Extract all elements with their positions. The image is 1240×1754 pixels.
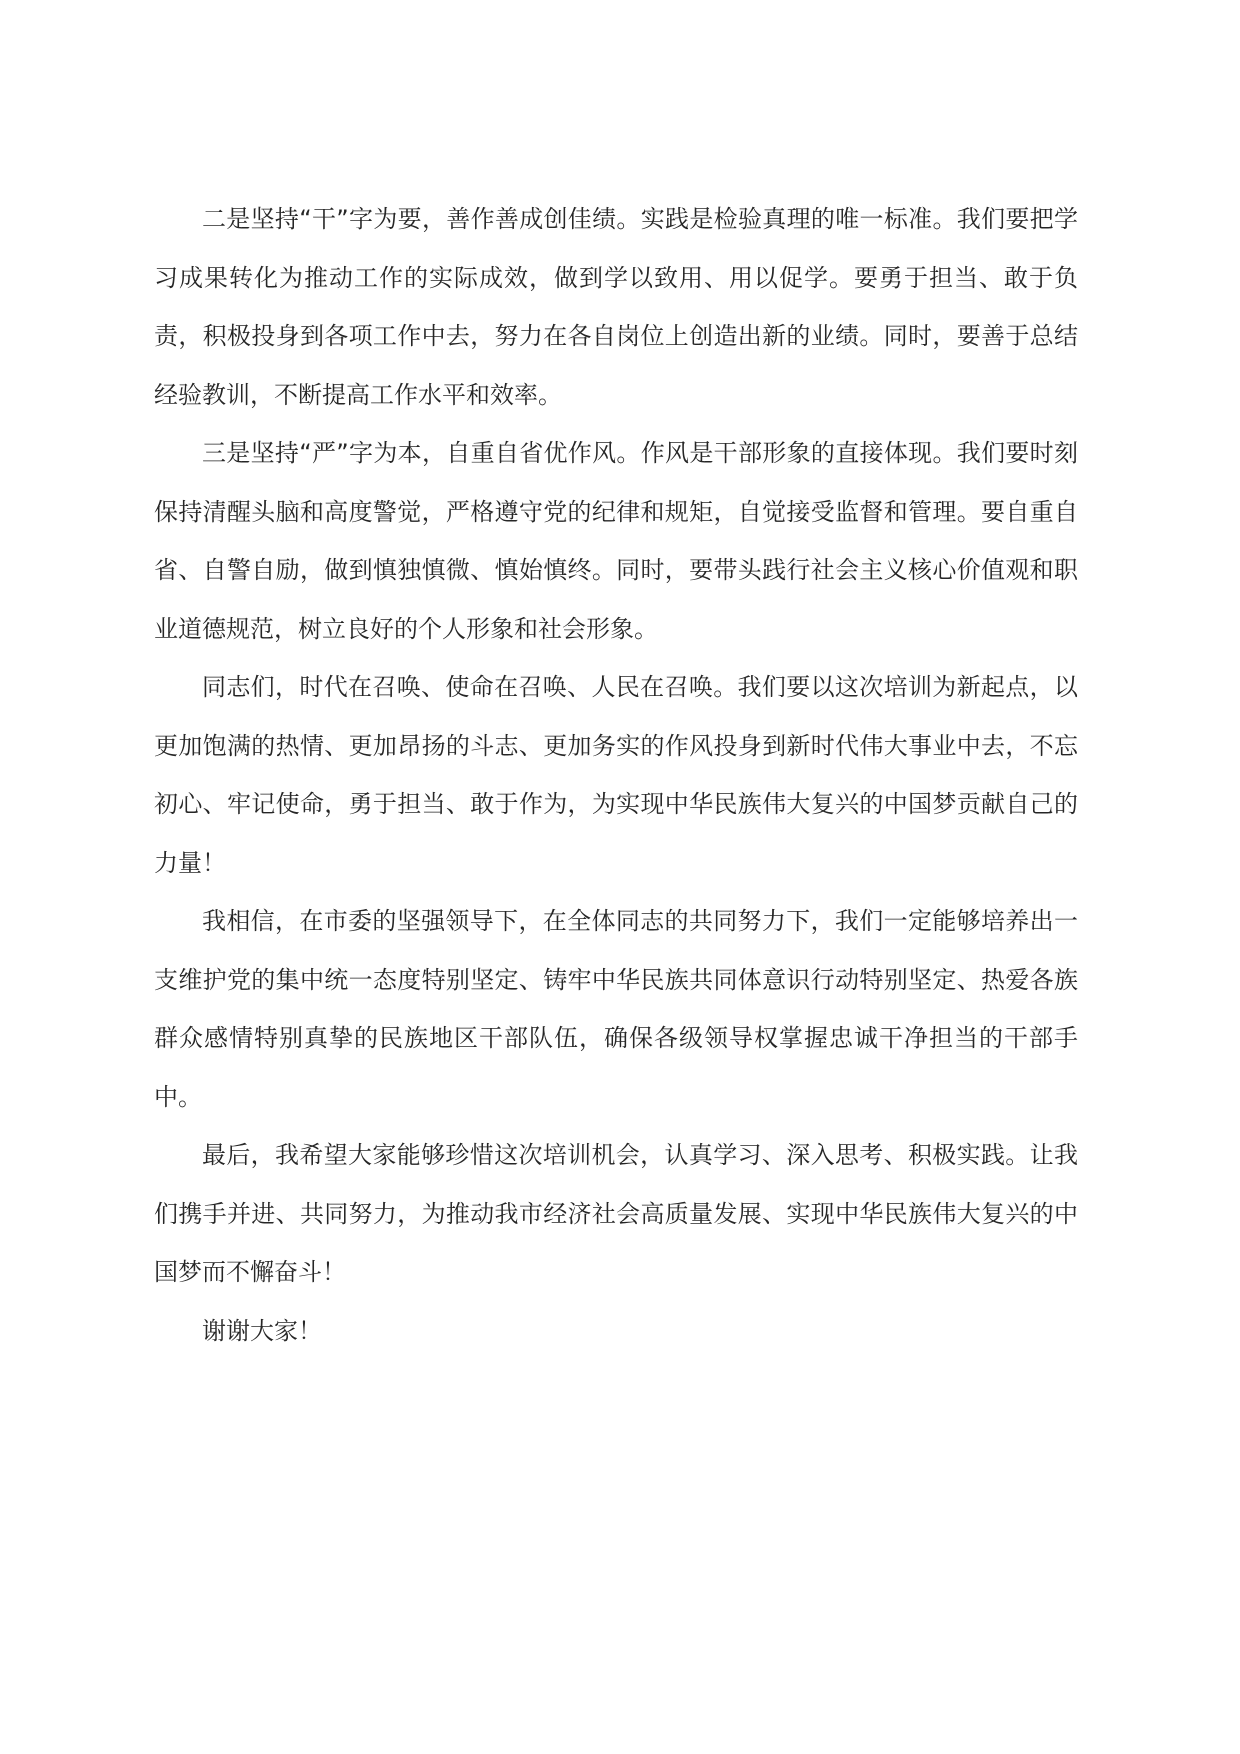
paragraph-zuihou: 最后，我希望大家能够珍惜这次培训机会，认真学习、深入思考、积极实践。让我们携手并进、共同努力，为推动我市经济社会高质量发展、实现中华民族伟大复兴的中国梦而不懈奋斗！ [154,1141,1078,1286]
paragraph-xiangxin: 我相信，在市委的坚强领导下，在全体同志的共同努力下，我们一定能够培养出一支维护党的集中统一态度特别坚定、铸牢中华民族共同体意识行动特别坚定、热爱各族群众感情特别真挚的民族地区干部队伍，确保各级领导权掌握忠诚干净担当的干部手中。 [154,907,1078,1111]
paragraph-gan: 二是坚持“干”字为要，善作善成创佳绩。实践是检验真理的唯一标准。我们要把学习成果转化为推动工作的实际成效，做到学以致用、用以促学。要勇于担当、敢于负责，积极投身到各项工作中去，努力在各自岗位上创造出新的业绩。同时，要善于总结经验教训，不断提高工作水平和效率。 [154,205,1078,409]
paragraph-tongzhimen: 同志们，时代在召唤、使命在召唤、人民在召唤。我们要以这次培训为新起点，以更加饱满的热情、更加昂扬的斗志、更加务实的作风投身到新时代伟大事业中去，不忘初心、牢记使命，勇于担当、敢于作为，为实现中华民族伟大复兴的中国梦贡献自己的力量！ [154,673,1078,877]
paragraph-xiexie: 谢谢大家！ [202,1316,322,1345]
paragraph-yan: 三是坚持“严”字为本，自重自省优作风。作风是干部形象的直接体现。我们要时刻保持清醒头脑和高度警觉，严格遵守党的纪律和规矩，自觉接受监督和管理。要自重自省、自警自励，做到慎独慎微、慎始慎终。同时，要带头践行社会主义核心价值观和职业道德规范，树立良好的个人形象和社会形象。 [154,439,1078,643]
document-body [154,190,1078,1360]
